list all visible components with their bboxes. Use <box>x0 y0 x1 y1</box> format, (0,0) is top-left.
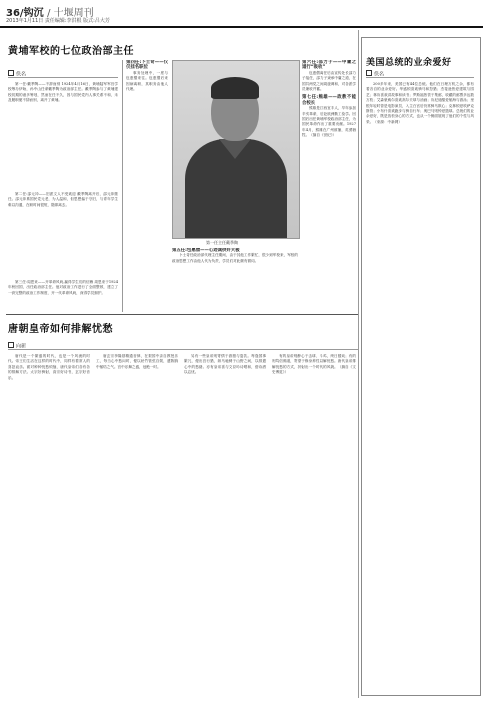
section-name: 钩沉 <box>23 8 44 19</box>
column-divider <box>122 60 123 312</box>
photo-caption: 第一任主任戴季陶 <box>206 240 238 245</box>
article1-col4: 第六任:邵力子——中庸之道行“吸收” 包惠僧离任后由宣传处长邵力子接任，邵力子秉承中庸之道，在国共两党之间周旋调和，对各派学员兼收并蓄。 第七任:熊雄——政教不能合校长 熊雄是江西宜丰人，早年参加辛亥革命，后赴欧洲勤工俭学。回国后出任黄埔军校政治部主任，为国民革命作出了重要贡献。1927年4月，熊雄在广州被捕，英勇牺牲。（摘自《世纪》） <box>302 60 356 138</box>
article1-col2: 第四任:卜士奇——仅仅挂名职位 事务处理中，一度与包惠僧来往。包惠僧后来因病离职，其职务由他人代理。 <box>126 60 168 92</box>
article1-col1: 第一任:戴季陶——不辞而别 1924年4月16日，黄埔陆军军官学校筹办伊始，孙中山任命戴季陶为政治部主任。戴季陶参与了黄埔建校初期的诸多筹划，然而在任不久，因与国民党内人事关系不和，未及履职便不辞而别，离开了黄埔。 <box>8 82 118 103</box>
article1-col1b: 第二任:邵元冲——旧派文人不受欢迎 戴季陶离开后，邵元冲继任。邵元冲系国民党元老，为人温和，但思想偏于守旧，与青年学生难以沟通，在职时间很短，随即离去。 <box>8 192 118 207</box>
article3-byline: 佚名 <box>366 70 384 78</box>
article-separator <box>6 314 358 315</box>
article2-title: 唐朝皇帝如何排解忧愁 <box>8 324 113 335</box>
magazine-name: 十堰周刊 <box>53 8 94 19</box>
section5-head: 第五任:包惠僧——心迹诚供奸天极 <box>172 248 240 253</box>
page-header-title: 36/钩沉 / 十堰周刊 <box>6 8 94 19</box>
article2-col1: 唐代是一个繁盛的时代，也是一个风流的时代。帝王们生活在这样的时代中，同样有着常人的喜怒哀乐。面对种种忧愁烦恼，唐代皇帝们各有各的排解方法。太宗好骑射，高宗好诗书，玄宗好音乐。 <box>8 354 90 380</box>
square-icon <box>366 70 372 76</box>
article2-col3: 另有一些皇帝则寄情于游猎与宴饮。每逢国事繁冗，便出宫行猎，纵马驰骋于山野之间，以排遣心中的愁绪。亦有皇帝喜与文臣吟诗唱和，借诗酒以忘忧。 <box>184 354 266 375</box>
right-column-divider <box>358 30 359 698</box>
article2-byline: 向新 <box>8 342 26 350</box>
square-icon <box>8 342 14 348</box>
article3-body: 200多年来，美国已有44位总统。他们在日理万机之余，都有着各自的业余爱好。华盛顿喜欢骑马和狩猎；杰斐逊热爱建筑与园艺；林肯喜欢讲故事和读书；罗斯福热衷于集邮，收藏的邮票多达数万枚；艾森豪威尔喜欢高尔夫球与油画；肯尼迪酷爱航海与游泳；里根年轻时曾是电影演员，入主白宫后仍常骑马散心；克林顿爱吹萨克斯管；小布什喜欢跑步与骑自行车；奥巴马则钟爱篮球。总统们的业余爱好，既是放松身心的方式，也从一个侧面展现了他们的个性与风采。（来源：中新网） <box>366 82 474 124</box>
article1-title: 黄埔军校的七位政治部主任 <box>8 46 134 57</box>
page-number: 36/ <box>6 8 24 19</box>
article1-col3: 第五任:包惠僧——心迹诚供奸天极 卜士奇任政治部代理主任期间，由于其他工作繁忙，很少到军校来，军校的政治思想工作由他人代为负责，学员们对此颇有微词。 <box>172 248 298 263</box>
section6-head: 第六任:邵力子——中庸之道行“吸收” <box>302 60 356 71</box>
article1-byline: 佚名 <box>8 70 26 78</box>
article2-col2: 唐玄宗李隆基精通音律，在梨园中亲自教授乐工，每当心中愁闷时，便以丝竹管弦自娱，遣散胸中郁结之气。宫中乐舞之盛，冠绝一时。 <box>96 354 178 369</box>
article3-title: 美国总统的业余爱好 <box>366 58 452 68</box>
header-rule <box>0 26 483 28</box>
byline-rule-2 <box>8 349 358 350</box>
portrait-hair <box>211 77 259 99</box>
article1-col1c: 第三任:周恩来——开革命风尚,赢得学生们的信赖 周恩来于1924年秋回国，出任政治部主任。他对政治工作进行了全面整顿，建立了一套完整的政治工作制度，开一代革命风尚，深得学员拥护。 <box>8 280 118 295</box>
date-line: 2013年1月11日 责任编辑:李洪根 版式:吕大芳 <box>6 18 110 24</box>
section4-head: 第四任:卜士奇——仅仅挂名职位 <box>126 60 168 71</box>
article2-col4: 有的皇帝则醉心于击球、斗鸡，终日嬉戏；有的则笃信佛道，寄望于修身养性以解忧愁。唐代皇帝排解忧愁的方式，折射出一个时代的风貌。（摘自《文史博览》） <box>272 354 356 375</box>
byline-rule-3 <box>366 77 474 78</box>
byline-rule <box>8 77 118 78</box>
section7-head: 第七任:熊雄——政教不能合校长 <box>302 95 356 106</box>
square-icon <box>8 70 14 76</box>
portrait-photo <box>172 60 300 239</box>
